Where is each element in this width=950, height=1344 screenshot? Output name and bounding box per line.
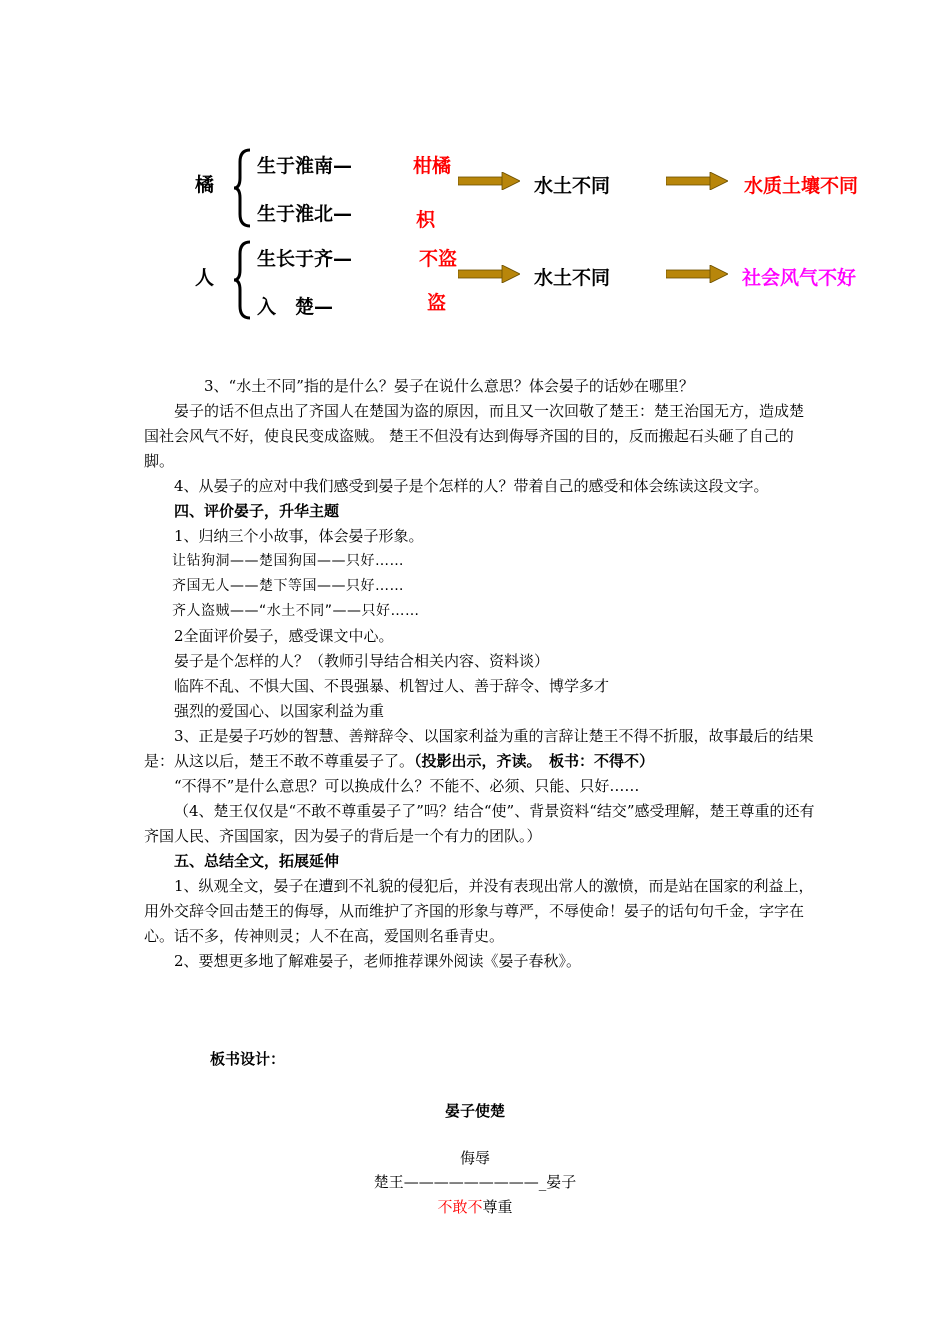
step-2-question: 晏子是个怎样的人？（教师引导结合相关内容、资料谈） xyxy=(174,652,550,670)
step-3 xyxy=(144,724,816,774)
section-5-heading: 五、总结全文，拓展延伸 xyxy=(174,852,340,870)
step-3-text: 3、正是晏子巧妙的智慧、善辩辞令、以国家利益为重的言辞让楚王不得不折服，故事最后的结果是：从这以后，楚王不敢不尊重晏子了。 xyxy=(144,727,814,770)
branch-huaibei: 生于淮北— xyxy=(257,203,353,225)
question-3: 3、“水土不同”指的是什么？晏子在说什么意思？体会晏子的话妙在哪里？ xyxy=(204,377,694,395)
board-bottom-black: 尊重 xyxy=(482,1198,513,1216)
middle-shuitu-1: 水土不同 xyxy=(534,175,611,197)
arrow-right-icon xyxy=(458,265,520,283)
step-2: 2全面评价晏子，感受课文中心。 xyxy=(174,627,394,645)
end-water-soil: 水质土壤不同 xyxy=(744,175,859,197)
story-3: 齐人盗贼——“水土不同”——只好…… xyxy=(172,603,420,619)
board-bottom-red: 不敢不 xyxy=(437,1198,483,1216)
board-bottom-line xyxy=(0,1196,950,1217)
board-top-word: 侮辱 xyxy=(459,1149,490,1167)
lesson-body xyxy=(144,374,816,974)
arrow-right-icon xyxy=(666,172,728,190)
step-3-note: （投影出示，齐读。 板书：不得不） xyxy=(414,752,655,770)
board-heading: 板书设计： xyxy=(210,1050,286,1068)
result-zhi: 枳 xyxy=(416,209,436,231)
story-2: 齐国无人——楚下等国——只好…… xyxy=(172,578,404,594)
left-brace-icon xyxy=(232,148,254,228)
middle-shuitu-2: 水土不同 xyxy=(534,267,611,289)
subject-person: 人 xyxy=(195,267,215,289)
section-4-heading: 四、评价晏子，升华主题 xyxy=(174,502,340,520)
step-3-question: “不得不”是什么意思？可以换成什么？不能不、必须、只能、只好…… xyxy=(174,777,640,795)
arrow-right-icon xyxy=(666,265,728,283)
story-1: 让钻狗洞——楚国狗国——只好…… xyxy=(172,553,404,569)
board-title: 晏子使楚 xyxy=(444,1102,505,1120)
comparison-diagram xyxy=(0,0,950,340)
answer-paragraph: 晏子的话不但点出了齐国人在楚国为盗的原因，而且又一次回敬了楚王：楚王治国无方，造成楚国社会风气不好，使良民变成盗贼。 楚王不但没有达到侮辱齐国的目的，反而搬起石头砸了自己的脚。 xyxy=(144,402,805,470)
step-2-traits: 临阵不乱、不惧大国、不畏强暴、机智过人、善于辞令、博学多才 xyxy=(174,677,610,695)
question-4: 4、从晏子的应对中我们感受到晏子是个怎样的人？带着自己的感受和体会练读这段文字。 xyxy=(174,477,769,495)
result-dao: 盗 xyxy=(427,292,447,314)
arrow-right-icon xyxy=(458,172,520,190)
branch-qi: 生长于齐— xyxy=(257,248,353,270)
branch-huainan: 生于淮南— xyxy=(257,155,353,177)
board-middle-line: 楚王—————————_晏子 xyxy=(373,1173,577,1191)
summary-2: 2、要想更多地了解难晏子，老师推荐课外阅读《晏子春秋》。 xyxy=(174,952,582,970)
step-4-note: （4、楚王仅仅是“不敢不尊重晏子了”吗？结合“使”、背景资料“结交”感受理解，楚王尊重的还有齐国人民、齐国国家，因为晏子的背后是一个有力的团队。） xyxy=(144,802,815,845)
branch-chu: 入 楚— xyxy=(257,296,334,318)
end-social-mood: 社会风气不好 xyxy=(742,267,857,289)
step-2-patriotism: 强烈的爱国心、以国家利益为重 xyxy=(174,702,385,720)
step-1: 1、归纳三个小故事，体会晏子形象。 xyxy=(174,527,424,545)
result-ganju: 柑橘 xyxy=(413,155,452,177)
left-brace-icon xyxy=(232,240,254,320)
result-budao: 不盗 xyxy=(419,248,458,270)
subject-orange: 橘 xyxy=(195,174,215,196)
summary-1: 1、纵观全文，晏子在遭到不礼貌的侵犯后，并没有表现出常人的激愤，而是站在国家的利益上，用外交辞令回击楚王的侮辱，从而维护了齐国的形象与尊严，不辱使命！晏子的话句句千金，字字在心。话不多，传神则灵；人不在高，爱国则名垂青史。 xyxy=(144,877,814,945)
